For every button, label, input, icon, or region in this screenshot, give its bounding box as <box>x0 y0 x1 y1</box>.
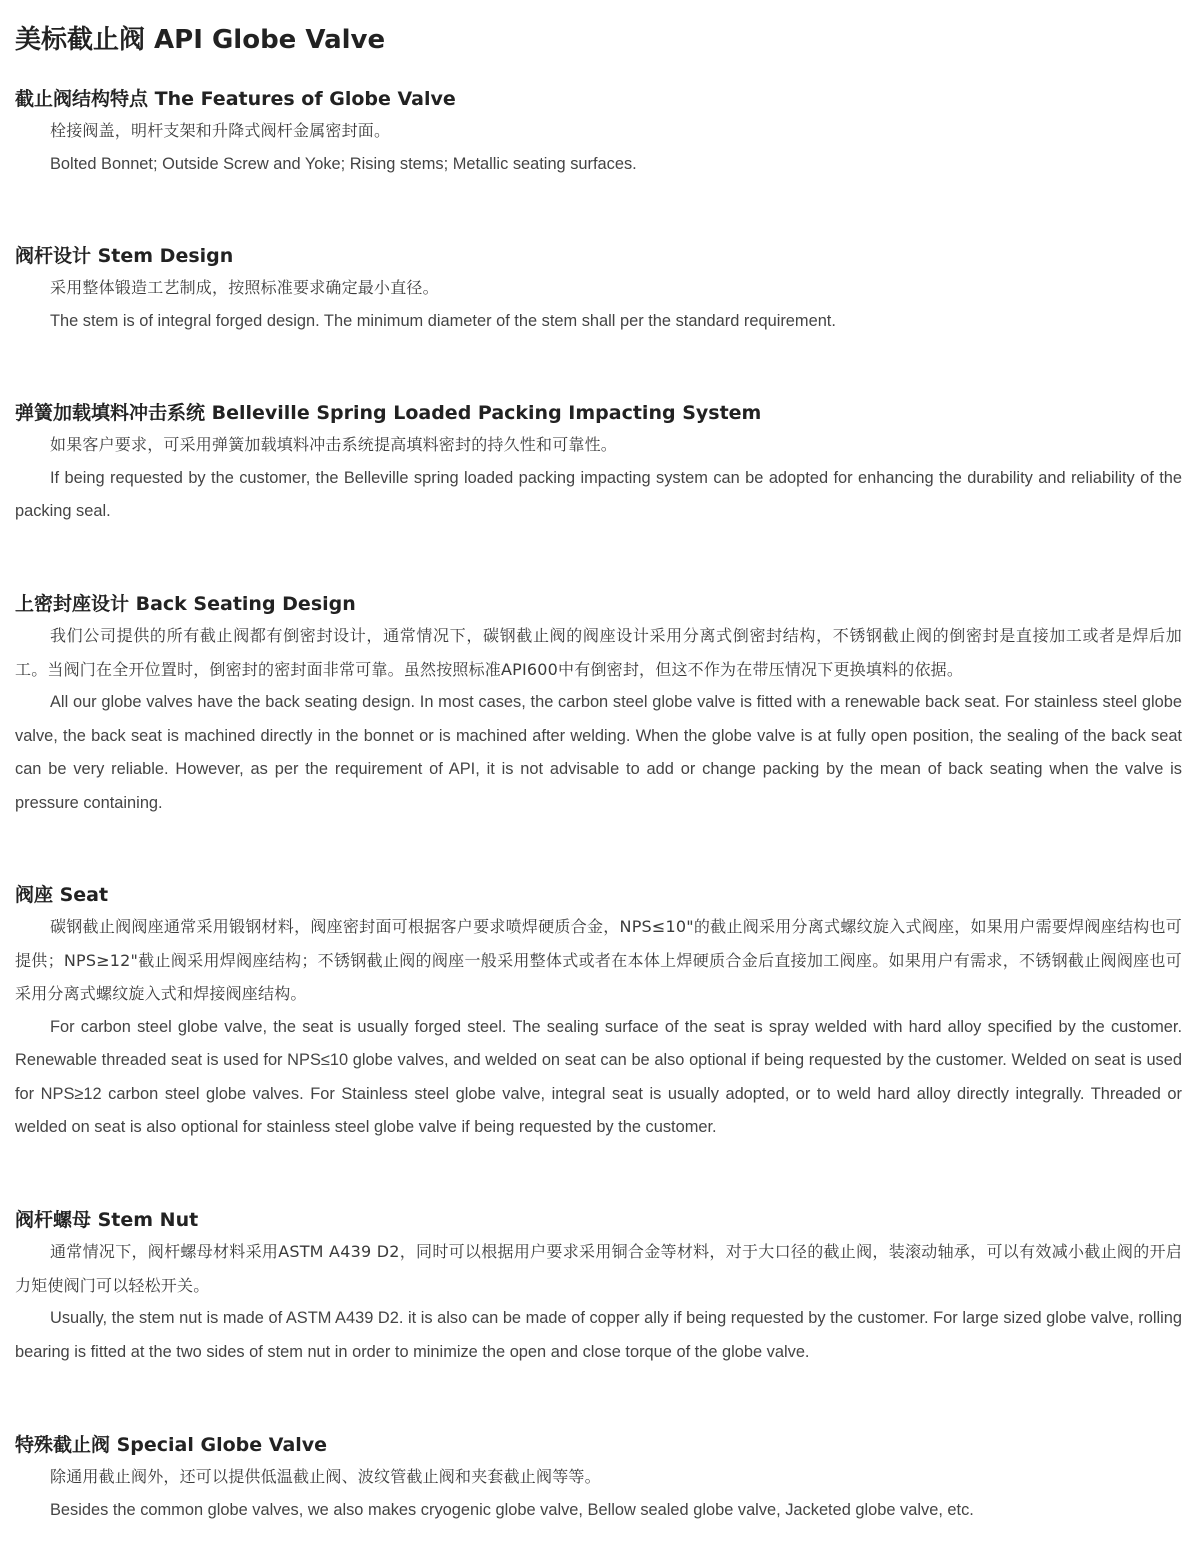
section-heading: 阀杆螺母 Stem Nut <box>15 1209 199 1231</box>
page-title: 美标截止阀 API Globe Valve <box>15 25 386 55</box>
chinese-paragraph: 采用整体锻造工艺制成，按照标准要求确定最小直径。 <box>50 278 439 297</box>
english-paragraph: Besides the common globe valves, we also makes cryogenic globe valve, Bellow sealed globe valve, Jacketed globe valve, etc. <box>50 1500 974 1519</box>
english-paragraph: The stem is of integral forged design. The minimum diameter of the stem shall per the standard requirement. <box>50 311 836 330</box>
section-stem-nut <box>15 1205 1182 1369</box>
section-features <box>15 84 1182 181</box>
chinese-paragraph: 如果客户要求，可采用弹簧加载填料冲击系统提高填料密封的持久性和可靠性。 <box>50 435 618 454</box>
chinese-paragraph: 碳钢截止阀阀座通常采用锻钢材料，阀座密封面可根据客户要求喷焊硬质合金，NPS≤10"的截止阀采用分离式螺纹旋入式阀座，如果用户需要焊阀座结构也可提供；NPS≥12"截止阀采用焊阀座结构；不锈钢截止阀的阀座一般采用整体式或者在本体上焊硬质合金后直接加工阀座。如果用户有需求，不锈钢截止阀阀座也可采用分离式螺纹旋入式和焊接阀座结构。 <box>15 917 1182 1003</box>
chinese-paragraph: 我们公司提供的所有截止阀都有倒密封设计，通常情况下，碳钢截止阀的阀座设计采用分离式倒密封结构，不锈钢截止阀的倒密封是直接加工或者是焊后加工。当阀门在全开位置时，倒密封的密封面非常可靠。虽然按照标准API600中有倒密封，但这不作为在带压情况下更换填料的依据。 <box>15 626 1182 679</box>
section-heading: 上密封座设计 Back Seating Design <box>15 593 356 615</box>
english-paragraph: For carbon steel globe valve, the seat is usually forged steel. The sealing surface of the seat is spray welded with hard alloy specified by the customer. Renewable threaded seat is used for NPS≤10 globe valves, and welded on seat can be also optional if being requested by the customer. Welded on seat is used for NPS≥12 carbon steel globe valves. For Stainless steel globe valve, integral seat is usually adopted, or to weld hard alloy directly integrally. Threaded or welded on seat is also optional for stainless steel globe valve if being requested by the customer. <box>15 1017 1182 1136</box>
chinese-paragraph: 除通用截止阀外，还可以提供低温截止阀、波纹管截止阀和夹套截止阀等等。 <box>50 1467 601 1486</box>
section-special-globe-valve <box>15 1430 1182 1527</box>
english-paragraph: All our globe valves have the back seating design. In most cases, the carbon steel globe valve is fitted with a renewable back seat. For stainless steel globe valve, the back seat is machined directly in the bonnet or is machined after welding. When the globe valve is at fully open position, the sealing of the back seat can be very reliable. However, as per the requirement of API, it is not advisable to add or change packing by the mean of back seating when the valve is pressure containing. <box>15 693 1182 812</box>
section-heading: 截止阀结构特点 The Features of Globe Valve <box>15 88 456 110</box>
section-back-seating <box>15 589 1182 820</box>
english-paragraph: Bolted Bonnet; Outside Screw and Yoke; Rising stems; Metallic seating surfaces. <box>50 154 637 173</box>
section-belleville-spring <box>15 398 1182 529</box>
section-heading: 弹簧加载填料冲击系统 Belleville Spring Loaded Packing Impacting System <box>15 402 762 424</box>
english-paragraph: Usually, the stem nut is made of ASTM A439 D2. it is also can be made of copper ally if being requested by the customer. For large sized globe valve, rolling bearing is fitted at the two sides of stem nut in order to minimize the open and close torque of the globe valve. <box>15 1309 1182 1361</box>
section-heading: 阀杆设计 Stem Design <box>15 245 234 267</box>
english-paragraph: If being requested by the customer, the Belleville spring loaded packing impacting system can be adopted for enhancing the durability and reliability of the packing seal. <box>15 468 1182 520</box>
section-stem-design <box>15 241 1182 338</box>
section-heading: 阀座 Seat <box>15 884 109 906</box>
chinese-paragraph: 通常情况下，阀杆螺母材料采用ASTM A439 D2，同时可以根据用户要求采用铜合金等材料，对于大口径的截止阀，装滚动轴承，可以有效减小截止阀的开启力矩使阀门可以轻松开关。 <box>15 1242 1182 1295</box>
section-seat <box>15 880 1182 1145</box>
section-heading: 特殊截止阀 Special Globe Valve <box>15 1434 328 1456</box>
chinese-paragraph: 栓接阀盖，明杆支架和升降式阀杆金属密封面。 <box>50 121 391 140</box>
